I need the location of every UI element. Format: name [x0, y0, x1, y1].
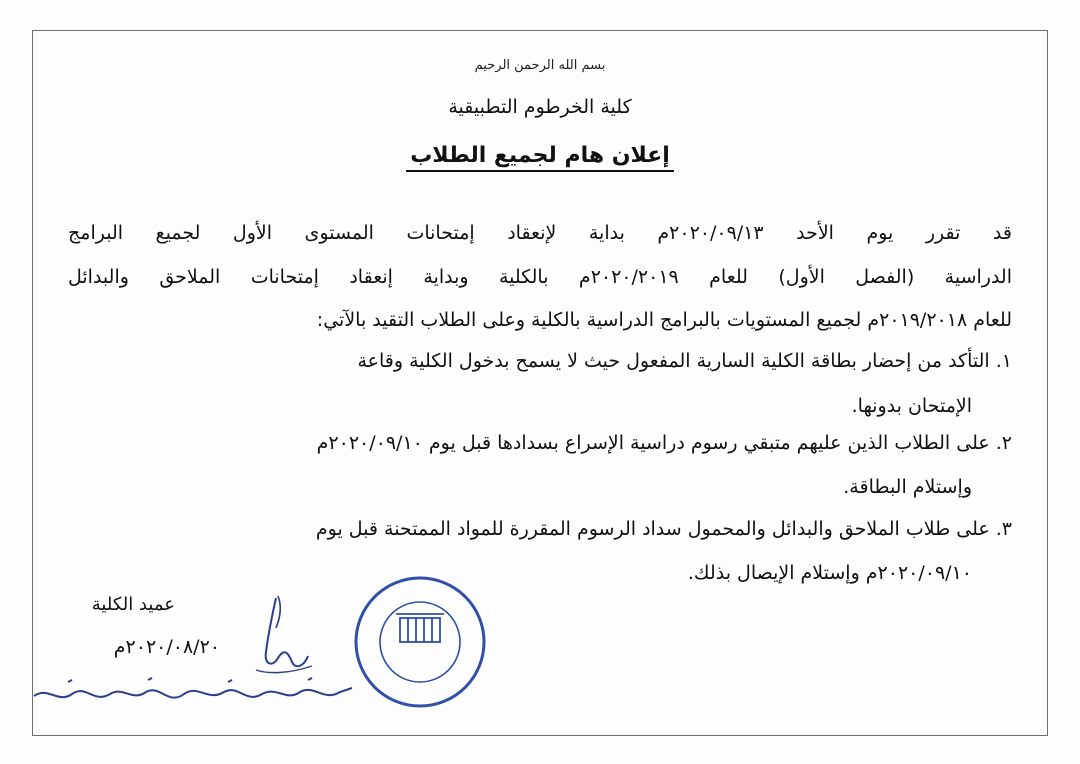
- intro-line-3: للعام ٢٠١٩/٢٠١٨م لجميع المستويات بالبرامج الدراسية بالكلية وعلى الطلاب التقيد بالآتي:: [316, 309, 1012, 331]
- list-item-3-cont: ٢٠٢٠/٠٩/١٠م وإستلام الإيصال بذلك.: [687, 562, 972, 584]
- announcement-title: [0, 143, 1080, 168]
- dean-label: عميد الكلية: [91, 594, 175, 615]
- signature-mark: [248, 592, 318, 676]
- signature-name-script: [28, 676, 358, 712]
- intro-line-1: قد تقرر يوم الأحد ٢٠٢٠/٠٩/١٣م بداية لإنعقاد إمتحانات المستوى الأول لجميع البرامج: [68, 222, 1012, 244]
- intro-line-2: الدراسية (الفصل الأول) للعام ٢٠٢٠/٢٠١٩م بالكلية وبداية إنعقاد إمتحانات الملاحق والبدائل: [68, 266, 1012, 288]
- page-border: [32, 30, 1048, 736]
- stamp-building-icon: [396, 614, 444, 642]
- list-item-1: ١. التأكد من إحضار بطاقة الكلية السارية المفعول حيث لا يسمح بدخول الكلية وقاعة: [357, 350, 1012, 372]
- list-item-2: ٢. على الطلاب الذين عليهم متبقي رسوم دراسية الإسراع بسدادها قبل يوم ٢٠٢٠/٠٩/١٠م: [316, 432, 1012, 454]
- college-stamp: [352, 574, 488, 710]
- basmala: بسم الله الرحمن الرحيم: [474, 58, 606, 73]
- college-name: كلية الخرطوم التطبيقية: [448, 96, 632, 118]
- signature-date: ٢٠٢٠/٠٨/٢٠م: [113, 636, 220, 658]
- announcement-title-text: إعلان هام لجميع الطلاب: [406, 143, 674, 172]
- list-item-1-cont: الإمتحان بدونها.: [851, 395, 972, 417]
- list-item-3: ٣. على طلاب الملاحق والبدائل والمحمول سداد الرسوم المقررة للمواد الممتحنة قبل يوم: [315, 518, 1012, 540]
- list-item-2-cont: وإستلام البطاقة.: [843, 476, 972, 498]
